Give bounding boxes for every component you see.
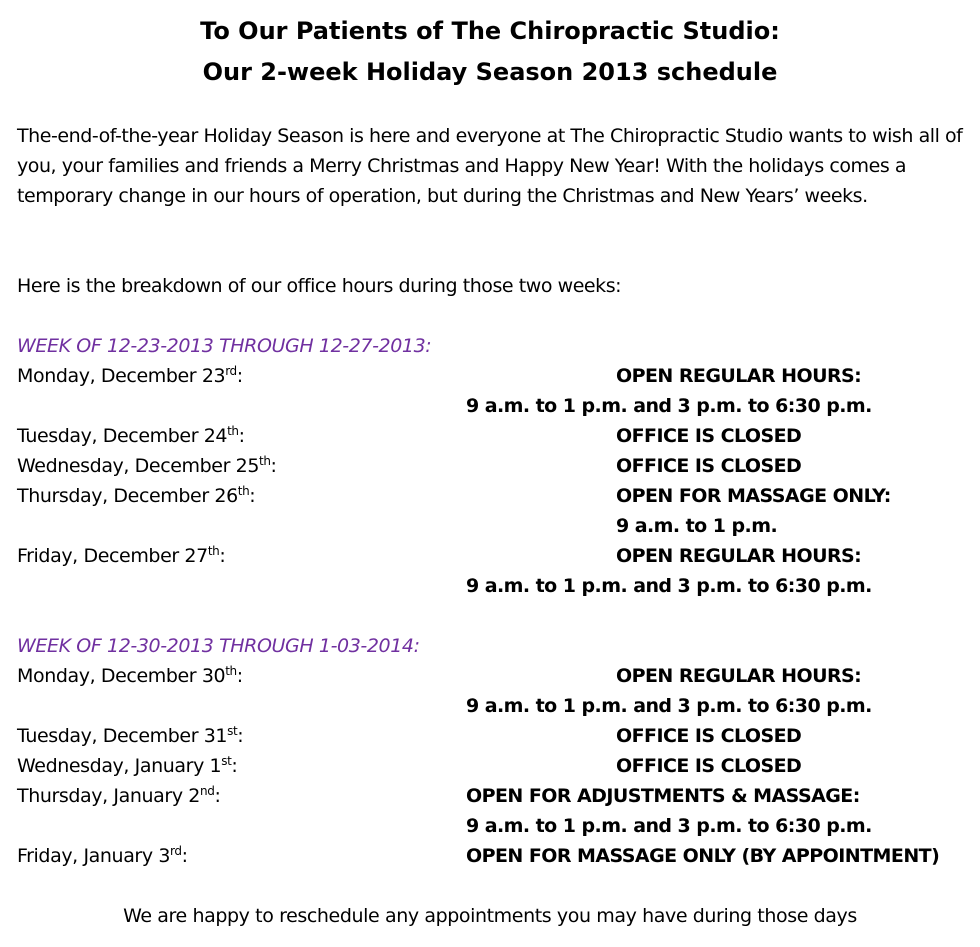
schedule-row-dec-30 [0, 661, 980, 691]
day-status: OFFICE IS CLOSED [616, 455, 802, 477]
day-status: OPEN REGULAR HOURS: [616, 365, 862, 387]
schedule-hours-dec-30 [0, 691, 980, 721]
day-hours: 9 a.m. to 1 p.m. and 3 p.m. to 6:30 p.m. [466, 815, 872, 837]
day-label: Wednesday, December 25th: [17, 454, 277, 477]
day-status: OFFICE IS CLOSED [616, 755, 802, 777]
day-label: Thursday, December 26th: [17, 484, 256, 507]
reschedule-note: We are happy to reschedule any appointments you may have during those days [123, 905, 857, 927]
schedule-row-jan-1 [0, 751, 980, 781]
schedule-row-dec-31 [0, 721, 980, 751]
day-label: Wednesday, January 1st: [17, 754, 238, 777]
schedule-row-dec-25 [0, 451, 980, 481]
schedule-row-dec-23 [0, 361, 980, 391]
schedule-hours-dec-27 [0, 571, 980, 601]
day-label: Friday, December 27th: [17, 544, 226, 567]
page-title-line-2: Our 2-week Holiday Season 2013 schedule [202, 58, 778, 86]
day-label: Tuesday, December 24th: [17, 424, 245, 447]
schedule-row-dec-26 [0, 481, 980, 511]
day-hours: 9 a.m. to 1 p.m. and 3 p.m. to 6:30 p.m. [466, 695, 872, 717]
schedule-row-jan-3 [0, 841, 980, 871]
day-status: OFFICE IS CLOSED [616, 425, 802, 447]
day-label: Monday, December 23rd: [17, 364, 243, 387]
day-label: Tuesday, December 31st: [17, 724, 244, 747]
schedule-hours-dec-26 [0, 511, 980, 541]
day-status: OFFICE IS CLOSED [616, 725, 802, 747]
day-hours: 9 a.m. to 1 p.m. and 3 p.m. to 6:30 p.m. [466, 395, 872, 417]
day-status: OPEN REGULAR HOURS: [616, 665, 862, 687]
week-2-heading: WEEK OF 12-30-2013 THROUGH 1-03-2014: [17, 635, 420, 657]
page-title-line-1: To Our Patients of The Chiropractic Studio: [200, 17, 780, 45]
day-hours: 9 a.m. to 1 p.m. and 3 p.m. to 6:30 p.m. [466, 575, 872, 597]
day-label: Friday, January 3rd: [17, 844, 188, 867]
breakdown-sentence: Here is the breakdown of our office hours during those two weeks: [17, 275, 622, 297]
day-status: OPEN REGULAR HOURS: [616, 545, 862, 567]
day-status: OPEN FOR MASSAGE ONLY: [616, 485, 891, 507]
week-1-heading: WEEK OF 12-23-2013 THROUGH 12-27-2013: [17, 335, 432, 357]
schedule-row-dec-27 [0, 541, 980, 571]
day-label: Monday, December 30th: [17, 664, 243, 687]
schedule-hours-dec-23 [0, 391, 980, 421]
schedule-row-jan-2 [0, 781, 980, 811]
day-status: OPEN FOR MASSAGE ONLY (BY APPOINTMENT) [466, 845, 940, 867]
day-label: Thursday, January 2nd: [17, 784, 221, 807]
intro-paragraph: The-end-of-the-year Holiday Season is here and everyone at The Chiropractic Studio wants to wish all of you, your families and friends a Merry Christmas and Happy New Year! With the holidays comes a temporary change in our hours of operation, but during the Christmas and New Years’ weeks. [17, 125, 963, 207]
schedule-hours-jan-2 [0, 811, 980, 841]
day-status: OPEN FOR ADJUSTMENTS & MASSAGE: [466, 785, 860, 807]
day-hours: 9 a.m. to 1 p.m. [616, 515, 778, 537]
schedule-row-dec-24 [0, 421, 980, 451]
